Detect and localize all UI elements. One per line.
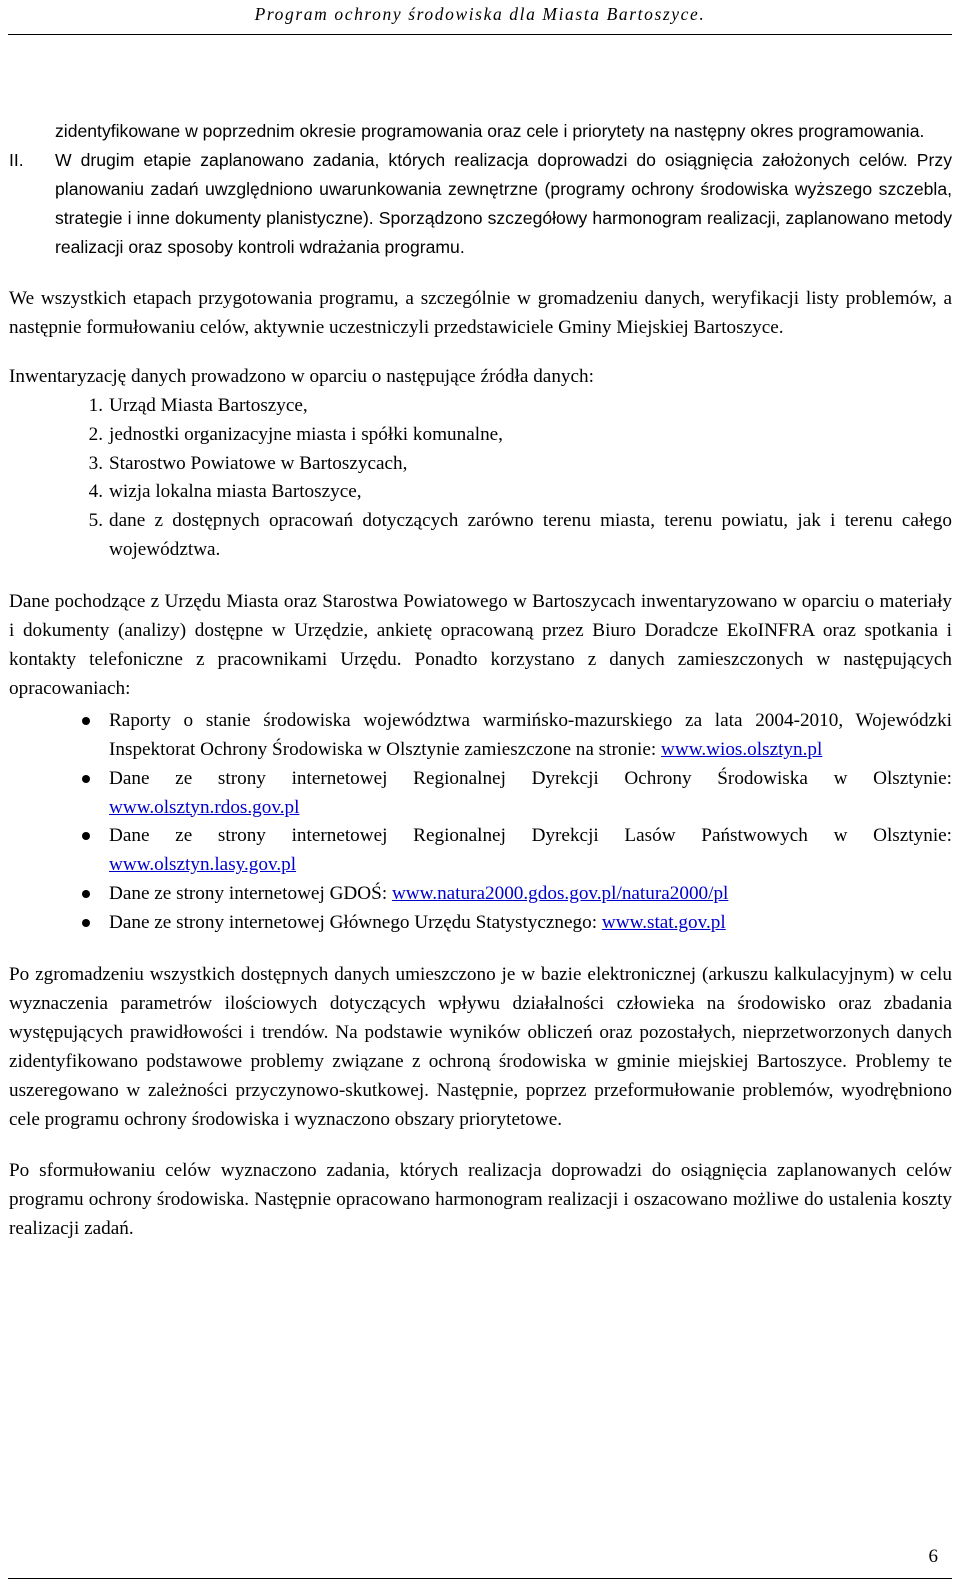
- list-item: Raporty o stanie środowiska województwa warmińsko-mazurskiego za lata 2004-2010, Wojewódzki Inspektorat Ochrony Środowiska w Olsztynie zamieszczone na stronie: www.wios.olsztyn.pl: [9, 707, 952, 765]
- bullet-icon: [9, 880, 109, 909]
- paragraph-data: Dane pochodzące z Urzędu Miasta oraz Starostwa Powiatowego w Bartoszycach inwentaryzowano w oparciu o materiały i dokumenty (analizy) dostępne w Urzędzie, ankietę opracowaną przez Biuro Doradcze EkoINFRA oraz spotkania i kontakty telefoniczne z pracownikami Urzędu. Ponadto korzystano z danych zamieszczonych w następujących opracowaniach:: [9, 591, 952, 699]
- bullet-icon: [9, 707, 109, 765]
- list-item: Dane ze strony internetowej GDOŚ: www.natura2000.gdos.gov.pl/natura2000/pl: [9, 880, 952, 909]
- list-item: Dane ze strony internetowej Regionalnej Dyrekcji Ochrony Środowiska w Olsztynie: www.olsztyn.rdos.gov.pl: [9, 765, 952, 823]
- list-item: Dane ze strony internetowej Regionalnej Dyrekcji Lasów Państwowych w Olsztynie: www.olsztyn.lasy.gov.pl: [9, 822, 952, 880]
- paragraph-tasks: Po sformułowaniu celów wyznaczono zadania, których realizacja doprowadzi do osiągnięcia zaplanowanych celów programu ochrony środowiska. Następnie opracowano harmonogram realizacji i oszacowano możliwe do ustalenia koszty realizacji zadań.: [9, 1160, 952, 1240]
- header-rule: [8, 34, 952, 35]
- link-lasy[interactable]: www.olsztyn.lasy.gov.pl: [109, 854, 297, 876]
- link-natura2000[interactable]: www.natura2000.gdos.gov.pl/natura2000/pl: [391, 883, 729, 905]
- list-item: 4. wizja lokalna miasta Bartoszyce,: [88, 481, 362, 503]
- list-item: 2. jednostki organizacyjne miasta i spółki komunalne,: [88, 423, 503, 445]
- page-body: [9, 117, 952, 1244]
- list-item: Dane ze strony internetowej Głównego Urzędu Statystycznego: www.stat.gov.pl: [9, 909, 952, 938]
- paragraph-analysis: Po zgromadzeniu wszystkich dostępnych danych umieszczono je w bazie elektronicznej (arkuszu kalkulacyjnym) w celu wyznaczenia parametrów ilościowych dotyczących wpływu działalności człowieka na środowisko oraz zbadania występujących prawidłowości i trendów. Na podstawie wyników obliczeń oraz pozostałych, nieprzetworzonych danych zidentyfikowano podstawowe problemy związane z ochroną środowiska w gminie miejskiej Bartoszyce. Problemy te uszeregowano w zależności przyczynowo-skutkowej. Następnie, poprzez przeformułowanie problemów, wyodrębniono cele programu ochrony środowiska i wyznaczono obszary priorytetowe.: [9, 964, 952, 1130]
- sources-list: [9, 392, 952, 565]
- publications-list: [9, 707, 952, 938]
- bullet-icon: [9, 765, 109, 823]
- page-number: 6: [928, 1546, 938, 1567]
- bullet-icon: [9, 909, 109, 938]
- paragraph-stages: We wszystkich etapach przygotowania programu, a szczególnie w gromadzeniu danych, weryfikacji listy problemów, a następnie formułowaniu celów, aktywnie uczestniczyli przedstawiciele Gminy Miejskiej Bartoszyce.: [9, 288, 952, 338]
- stage-ii-item: [9, 146, 952, 262]
- list-item: 5. dane z dostępnych opracowań dotyczących zarówno terenu miasta, terenu powiatu, jak i terenu całego województwa.: [88, 510, 952, 561]
- list-item: 1. Urząd Miasta Bartoszyce,: [88, 394, 308, 416]
- link-rdos[interactable]: www.olsztyn.rdos.gov.pl: [109, 796, 300, 818]
- bullet-icon: [9, 822, 109, 880]
- stage-ii-text: W drugim etapie zaplanowano zadania, których realizacja doprowadzi do osiągnięcia założonych celów. Przy planowaniu zadań uwzględniono uwarunkowania zewnętrzne (programy ochrony środowiska wyższego szczebla, strategie i inne dokumenty planistyczne). Sporządzono szczegółowy harmonogram realizacji, zaplanowano metody realizacji oraz sposoby kontroli wdrażania programu.: [55, 150, 952, 257]
- list-item: 3. Starostwo Powiatowe w Bartoszycach,: [88, 452, 408, 474]
- sources-intro: Inwentaryzację danych prowadzono w oparciu o następujące źródła danych:: [9, 365, 594, 387]
- footer-rule: [8, 1578, 952, 1579]
- intro-continuation: zidentyfikowane w poprzednim okresie programowania oraz cele i priorytety na następny okres programowania.: [55, 121, 925, 141]
- link-gus[interactable]: www.stat.gov.pl: [601, 912, 726, 934]
- running-header: Program ochrony środowiska dla Miasta Bartoszyce.: [254, 4, 706, 24]
- stage-ii-number: II.: [9, 150, 24, 170]
- link-wios[interactable]: www.wios.olsztyn.pl: [661, 738, 823, 760]
